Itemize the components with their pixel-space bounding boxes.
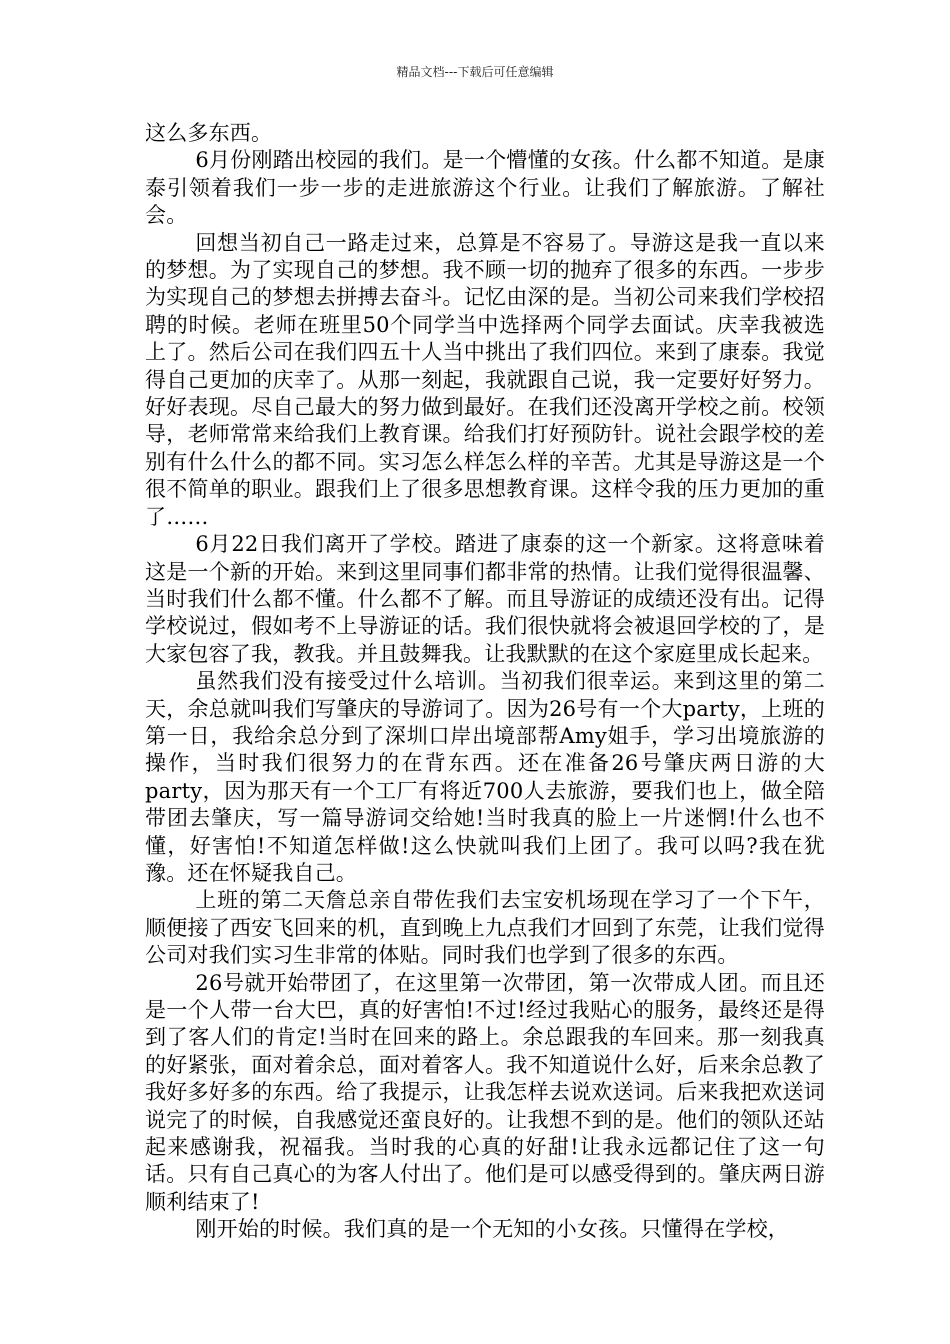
paragraph: 6月份刚踏出校园的我们。是一个懵懂的女孩。什么都不知道。是康泰引领着我们一步一步的走进旅游这个行业。让我们了解旅游。了解社会。 bbox=[145, 148, 825, 228]
paragraph: 26号就开始带团了，在这里第一次带团，第一次带成人团。而且还是一个人带一台大巴，真的好害怕!不过!经过我贴心的服务，最终还是得到了客人们的肯定!当时在回来的路上。余总跟我的车回来。那一刻我真的好紧张，面对着余总，面对着客人。我不知道说什么好，后来余总教了我好多好多的东西。给了我提示，让我怎样去说欢送词。后来我把欢送词说完了的时候，自我感觉还蛮良好的。让我想不到的是。他们的领队还站起来感谢我，祝福我。当时我的心真的好甜!让我永远都记住了这一句话。只有自己真心的为客人付出了。他们是可以感受得到的。肇庆两日游顺利结束了! bbox=[145, 970, 825, 1214]
page-header: 精品文档---下载后可任意编辑 bbox=[396, 65, 554, 79]
paragraph: 6月22日我们离开了学校。踏进了康泰的这一个新家。这将意味着这是一个新的开始。来到这里同事们都非常的热情。让我们觉得很温馨、当时我们什么都不懂。什么都不了解。而且导游证的成绩还没有出。记得学校说过，假如考不上导游证的话。我们很快就将会被退回学校的了，是大家包容了我，教我。并且鼓舞我。让我默默的在这个家庭里成长起来。 bbox=[145, 532, 825, 666]
paragraph: 刚开始的时候。我们真的是一个无知的小女孩。只懂得在学校， bbox=[195, 1217, 789, 1242]
paragraph: 回想当初自己一路走过来，总算是不容易了。导游这是我一直以来的梦想。为了实现自己的梦想。我不顾一切的抛弃了很多的东西。一步步为实现自己的梦想去拼搏去奋斗。记忆由深的是。当初公司来我们学校招聘的时候。老师在班里50个同学当中选择两个同学去面试。庆幸我被选上了。然后公司在我们四五十人当中挑出了我们四位。来到了康泰。我觉得自己更加的庆幸了。从那一刻起，我就跟自己说，我一定要好好努力。好好表现。尽自己最大的努力做到最好。在我们还没离开学校之前。校领导，老师常常来给我们上教育课。给我们打好预防针。说社会跟学校的差别有什么什么的都不同。实习怎么样怎么样的辛苦。尤其是导游这是一个很不简单的职业。跟我们上了很多思想教育课。这样令我的压力更加的重了…… bbox=[145, 230, 825, 529]
document-body bbox=[145, 120, 825, 1244]
paragraph: 虽然我们没有接受过什么培训。当初我们很幸运。来到这里的第二天，余总就叫我们写肇庆的导游词了。因为26号有一个大party，上班的第一日，我给余总分到了深圳口岸出境部帮Amy姐手，学习出境旅游的操作，当时我们很努力的在背东西。还在准备26号肇庆两日游的大party，因为那天有一个工厂有将近700人去旅游，要我们也上，做全陪带团去肇庆，写一篇导游词交给她!当时我真的脸上一片迷惘!什么也不懂，好害怕!不知道怎样做!这么快就叫我们上团了。我可以吗?我在犹豫。还在怀疑我自己。 bbox=[145, 669, 825, 885]
paragraph: 这么多东西。 bbox=[145, 121, 273, 145]
paragraph: 上班的第二天詹总亲自带佐我们去宝安机场现在学习了一个下午，顺便接了西安飞回来的机，直到晚上九点我们才回到了东莞，让我们觉得公司对我们实习生非常的体贴。同时我们也学到了很多的东西。 bbox=[145, 888, 825, 968]
